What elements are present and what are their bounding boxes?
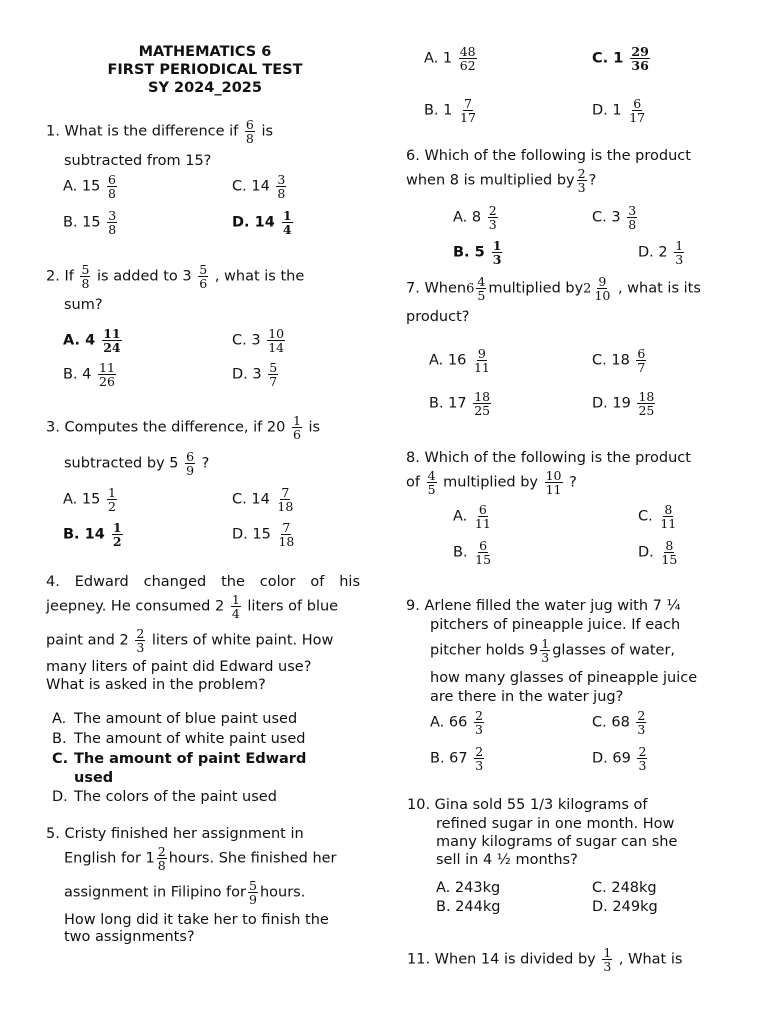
q6-option-b-answer[interactable]: B. 5 $\frac{1}{3}$ [453,238,502,268]
q8-stem-line2: of $\frac{4}{5}$ multiplied by $\frac{10}{11}$ ? [406,468,577,498]
q3-option-b-answer[interactable]: B. 14 $\frac{1}{2}$ [63,520,122,550]
q1-stem-line2: subtracted from 15? [64,153,212,169]
q9-stem-line1: 9. Arlene filled the water jug with 7 ¼ [406,598,681,614]
q5-option-a[interactable]: A. 1 $\frac{48}{62}$ [424,44,476,74]
q10-stem-line1: 10. Gina sold 55 1/3 kilograms of [407,797,648,813]
q5-stem-line3: assignment in Filipino for $\frac{5}{9}$ hours. [64,878,306,908]
q3-option-c[interactable]: C. 14 $\frac{7}{18}$ [232,485,294,515]
q10-option-d[interactable]: D. 249kg [592,899,658,915]
q5-stem-line5: two assignments? [64,929,195,945]
q4-stem-line4: many liters of paint did Edward use? [46,659,312,675]
q7-stem-line1: 7. When6 $\frac{4}{5}$ multiplied by2 $\frac{9}{10}$ , what is its [406,274,701,304]
q4-option-a[interactable]: A. The amount of blue paint used [52,711,298,727]
q8-option-d[interactable]: D. $\frac{8}{15}$ [638,538,678,568]
q8-option-b[interactable]: B. $\frac{6}{15}$ [453,538,492,568]
q8-stem-line1: 8. Which of the following is the product [406,450,691,466]
q4-stem-line3: paint and 2 $\frac{2}{3}$ liters of white paint. How [46,626,334,656]
q11-stem-line1: 11. When 14 is divided by $\frac{1}{3}$ , What is [407,945,683,975]
school-year: SY 2024_2025 [148,80,262,96]
q6-option-c[interactable]: C. 3 $\frac{3}{8}$ [592,203,637,233]
q6-option-a[interactable]: A. 8 $\frac{2}{3}$ [453,203,497,233]
q1-fraction: $\frac{6}{8}$ [245,117,254,147]
q4-stem-line1: 4. Edward changed the color of his [46,574,360,590]
q10-stem-line4: sell in 4 ½ months? [436,852,578,868]
q3-stem-line1: 3. Computes the difference, if 20 $\frac{1}{6}$ is [46,413,321,443]
q3-stem-line2: subtracted by 5 $\frac{6}{9}$ ? [64,449,210,479]
q7-option-d[interactable]: D. 19 $\frac{18}{25}$ [592,389,655,419]
q5-option-d[interactable]: D. 1 $\frac{6}{17}$ [592,96,646,126]
q4-option-c-answer[interactable]: C. The amount of paint Edward used [52,751,307,786]
q9-stem-line2: pitchers of pineapple juice. If each [430,617,681,633]
q1-stem-line1: 1. What is the difference if $\frac{6}{8}$ is [46,117,274,147]
q1-option-d-answer[interactable]: D. 14 $\frac{1}{4}$ [232,208,292,238]
q1-option-b[interactable]: B. 15 $\frac{3}{8}$ [63,208,117,238]
q4-stem-line2: jeepney. He consumed 2 $\frac{1}{4}$ liters of blue [46,592,339,622]
q7-stem-line2: product? [406,309,470,325]
q2-option-a-answer[interactable]: A. 4 $\frac{11}{24}$ [63,326,121,356]
q9-option-b[interactable]: B. 67 $\frac{2}{3}$ [430,744,484,774]
q6-stem-line1: 6. Which of the following is the product [406,148,691,164]
q5-stem-line2: English for 1 $\frac{2}{8}$ hours. She finished her [64,844,337,874]
q8-option-c[interactable]: C. $\frac{8}{11}$ [638,502,677,532]
q2-stem-line2: sum? [64,297,103,313]
q10-stem-line3: many kilograms of sugar can she [436,834,678,850]
q6-option-d[interactable]: D. 2 $\frac{1}{3}$ [638,238,684,268]
q2-option-d[interactable]: D. 3 $\frac{5}{7}$ [232,360,278,390]
q3-option-a[interactable]: A. 15 $\frac{1}{2}$ [63,485,116,515]
q2-stem-line1: 2. If $\frac{5}{8}$ is added to 3 $\frac{5}{6}$ , what is the [46,262,305,292]
q3-option-d[interactable]: D. 15 $\frac{7}{18}$ [232,520,295,550]
q2-option-b[interactable]: B. 4 $\frac{11}{26}$ [63,360,115,390]
q10-stem-line2: refined sugar in one month. How [436,816,675,832]
subject-title: MATHEMATICS 6 [138,44,272,60]
test-title [60,43,350,97]
q7-option-c[interactable]: C. 18 $\frac{6}{7}$ [592,346,646,376]
q4-option-b[interactable]: B. The amount of white paint used [52,731,306,747]
q8-option-a[interactable]: A. $\frac{6}{11}$ [453,502,491,532]
exam-title: FIRST PERIODICAL TEST [107,62,303,78]
q10-option-a[interactable]: A. 243kg [436,880,501,896]
q4-stem-line5: What is asked in the problem? [46,677,266,693]
q9-option-a[interactable]: A. 66 $\frac{2}{3}$ [430,708,483,738]
q7-option-b[interactable]: B. 17 $\frac{18}{25}$ [429,389,491,419]
q10-option-b[interactable]: B. 244kg [436,899,501,915]
q1-option-c[interactable]: C. 14 $\frac{3}{8}$ [232,172,286,202]
q4-option-d[interactable]: D. The colors of the paint used [52,789,277,805]
q5-option-c-answer[interactable]: C. 1 $\frac{29}{36}$ [592,44,649,74]
q7-option-a[interactable]: A. 16 $\frac{9}{11}$ [429,346,490,376]
q5-option-b[interactable]: B. 1 $\frac{7}{17}$ [424,96,476,126]
q9-stem-line4: how many glasses of pineapple juice [430,670,698,686]
q2-option-c[interactable]: C. 3 $\frac{10}{14}$ [232,326,285,356]
q1-option-a[interactable]: A. 15 $\frac{6}{8}$ [63,172,116,202]
q5-stem-line1: 5. Cristy finished her assignment in [46,826,304,842]
q9-option-c[interactable]: C. 68 $\frac{2}{3}$ [592,708,646,738]
q9-stem-line5: are there in the water jug? [430,689,624,705]
q6-stem-line2: when 8 is multiplied by $\frac{2}{3}$ ? [406,166,597,196]
q9-option-d[interactable]: D. 69 $\frac{2}{3}$ [592,744,647,774]
q9-stem-line3: pitcher holds 9 $\frac{1}{3}$ glasses of water, [430,636,676,666]
q5-stem-line4: How long did it take her to finish the [64,912,329,928]
q10-option-c[interactable]: C. 248kg [592,880,657,896]
